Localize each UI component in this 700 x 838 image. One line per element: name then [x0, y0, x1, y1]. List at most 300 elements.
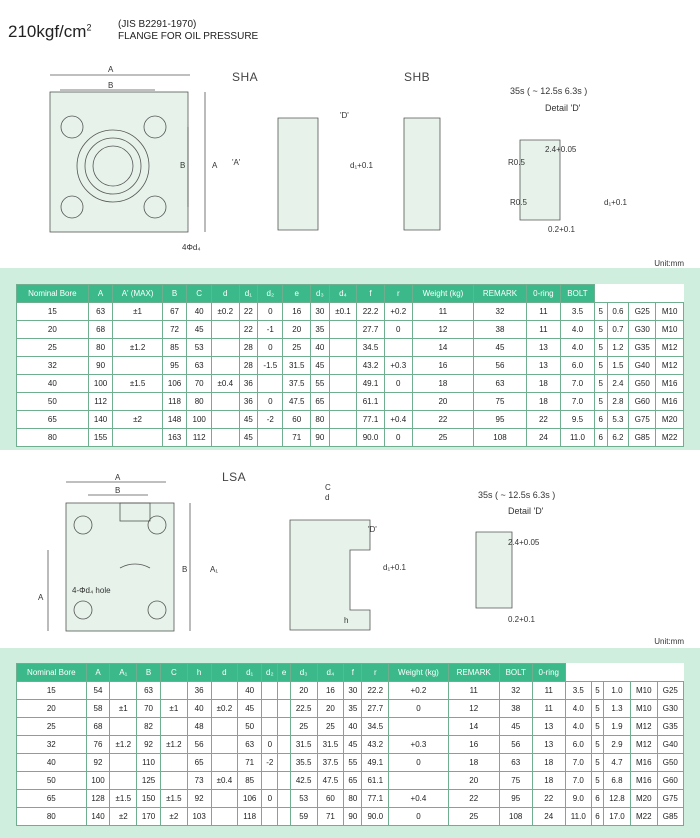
table-cell: [161, 772, 188, 790]
table-cell: 80: [17, 429, 89, 447]
table-cell: 4.0: [565, 700, 591, 718]
svg-text:A: A: [115, 473, 121, 482]
table-cell: 24: [526, 429, 560, 447]
table-cell: 32: [474, 303, 527, 321]
table-cell: 6: [591, 808, 603, 826]
table-cell: 11: [412, 303, 473, 321]
table-cell: 59: [290, 808, 317, 826]
table-cell: 0: [389, 754, 449, 772]
table-header-cell: C: [187, 285, 212, 303]
table-cell: [278, 682, 290, 700]
table-cell: 35: [344, 700, 362, 718]
table-cell: G25: [629, 303, 656, 321]
table-cell: 16: [317, 682, 344, 700]
table-cell: [278, 718, 290, 736]
table-cell: [278, 790, 290, 808]
table-cell: M16: [630, 772, 657, 790]
table-cell: 0: [389, 700, 449, 718]
table-cell: 5: [591, 736, 603, 754]
table-cell: 34.5: [362, 718, 389, 736]
table-cell: 6.0: [560, 357, 594, 375]
table-cell: 13: [526, 357, 560, 375]
page-title: $210kgf/cm^2$: [8, 22, 92, 41]
table-cell: 22.2: [357, 303, 385, 321]
table-cell: 80: [88, 339, 113, 357]
table-cell: 7.0: [560, 375, 594, 393]
svg-text:A: A: [38, 593, 44, 602]
table-cell: 90: [311, 429, 330, 447]
table-header-cell: d₁: [239, 285, 258, 303]
table-cell: 50: [17, 393, 89, 411]
table-cell: 11.0: [565, 808, 591, 826]
table-cell: 5: [594, 321, 607, 339]
table-cell: 6: [591, 790, 603, 808]
table-cell: 25: [17, 718, 87, 736]
table-cell: ±0.4: [212, 375, 240, 393]
svg-text:'A': 'A': [232, 158, 241, 167]
table-cell: 0.6: [607, 303, 629, 321]
table-cell: 92: [187, 790, 211, 808]
table-cell: ±1.2: [113, 339, 162, 357]
table-cell: 77.1: [357, 411, 385, 429]
table-cell: 31.5: [317, 736, 344, 754]
table-cell: 6.2: [607, 429, 629, 447]
svg-text:B: B: [115, 486, 121, 495]
svg-text:B: B: [182, 565, 188, 574]
table-cell: [278, 700, 290, 718]
table-cell: 92: [137, 736, 161, 754]
svg-text:A: A: [108, 65, 114, 74]
table-cell: 67: [162, 303, 187, 321]
table-cell: 20: [17, 700, 87, 718]
table-cell: [278, 808, 290, 826]
table-cell: M10: [630, 700, 657, 718]
table-cell: 20: [448, 772, 499, 790]
table-cell: 36: [187, 682, 211, 700]
table-cell: -2: [258, 411, 283, 429]
svg-text:C: C: [325, 483, 331, 492]
table-cell: M22: [656, 429, 684, 447]
table-cell: 20: [290, 682, 317, 700]
table-cell: 40: [17, 375, 89, 393]
table-header-cell: A' (MAX): [113, 285, 162, 303]
table-cell: 92: [86, 754, 110, 772]
table-cell: 40: [187, 303, 212, 321]
table-row: [17, 411, 684, 429]
table-cell: [211, 718, 238, 736]
table-header-cell: r: [362, 664, 389, 682]
table-cell: 47.5: [283, 393, 311, 411]
table-cell: 2.8: [607, 393, 629, 411]
table-cell: 43.2: [357, 357, 385, 375]
table-cell: 0: [258, 393, 283, 411]
table-cell: G40: [629, 357, 656, 375]
table-cell: 18: [532, 754, 565, 772]
table-cell: 56: [499, 736, 532, 754]
table-cell: 0: [384, 375, 412, 393]
table-cell: 63: [499, 754, 532, 772]
table-cell: [329, 357, 357, 375]
table-cell: 63: [187, 357, 212, 375]
table-header-cell: BOLT: [499, 664, 532, 682]
table-cell: 150: [137, 790, 161, 808]
table-cell: 5.3: [607, 411, 629, 429]
table-cell: 6: [594, 429, 607, 447]
table-cell: [329, 393, 357, 411]
table-cell: M12: [630, 736, 657, 754]
table-cell: 95: [499, 790, 532, 808]
table-cell: 1.2: [607, 339, 629, 357]
table-header-cell: e: [283, 285, 311, 303]
svg-text:0.2+0.1: 0.2+0.1: [548, 225, 575, 234]
table-cell: -1.5: [258, 357, 283, 375]
table-cell: 71: [238, 754, 262, 772]
table-cell: [113, 393, 162, 411]
table-cell: 22: [532, 790, 565, 808]
table-cell: [258, 375, 283, 393]
table-row: [17, 303, 684, 321]
table-cell: 71: [283, 429, 311, 447]
table-cell: [262, 772, 278, 790]
svg-text:d₁+0.1: d₁+0.1: [350, 161, 373, 170]
table-cell: M10: [656, 303, 684, 321]
table-header-cell: d₃: [311, 285, 330, 303]
table-cell: 60: [283, 411, 311, 429]
table-cell: M12: [630, 718, 657, 736]
table-header-cell: f: [357, 285, 385, 303]
table-cell: 100: [187, 411, 212, 429]
table-cell: [110, 772, 137, 790]
table-cell: 112: [187, 429, 212, 447]
table-cell: 40: [344, 718, 362, 736]
table-cell: 63: [474, 375, 527, 393]
table-cell: 2.9: [604, 736, 631, 754]
table-cell: 36: [239, 375, 258, 393]
table-cell: G85: [657, 808, 683, 826]
table-header-cell: d₂: [258, 285, 283, 303]
table-header-cell: d₄: [317, 664, 344, 682]
table-cell: [113, 429, 162, 447]
table-cell: ±1.5: [113, 375, 162, 393]
table-cell: 65: [17, 411, 89, 429]
table-cell: [211, 682, 238, 700]
lsa-drawing: [0, 460, 700, 640]
table-cell: 106: [238, 790, 262, 808]
hole-label: 4-Φd₄ hole: [72, 586, 111, 595]
table-cell: M12: [656, 339, 684, 357]
table-cell: ±1.2: [161, 736, 188, 754]
table-cell: 118: [238, 808, 262, 826]
svg-text:0.2+0.1: 0.2+0.1: [508, 615, 535, 624]
table-cell: [110, 718, 137, 736]
table-cell: 4.0: [560, 339, 594, 357]
table-cell: G30: [657, 700, 683, 718]
table-cell: 45: [238, 700, 262, 718]
table-cell: 22: [448, 790, 499, 808]
table-cell: 13: [526, 339, 560, 357]
svg-text:h: h: [344, 616, 349, 625]
table-cell: 108: [499, 808, 532, 826]
table-row: [17, 718, 684, 736]
table-cell: 25: [17, 339, 89, 357]
table-cell: 24: [532, 808, 565, 826]
table-cell: 163: [162, 429, 187, 447]
table-cell: 25: [290, 718, 317, 736]
table-cell: 40: [17, 754, 87, 772]
table-cell: [211, 790, 238, 808]
table-cell: 14: [448, 718, 499, 736]
table-cell: 76: [86, 736, 110, 754]
table-cell: 45: [499, 718, 532, 736]
table-cell: ±1.2: [110, 736, 137, 754]
table-cell: 18: [412, 375, 473, 393]
table-cell: 2.4: [607, 375, 629, 393]
table-cell: [384, 393, 412, 411]
table-cell: [212, 411, 240, 429]
table-header-cell: A₁: [110, 664, 137, 682]
surface-finish-top: 35s ( ~ 12.5s 6.3s ): [510, 86, 588, 96]
unit-label-top: Unit:mm: [654, 259, 684, 268]
table-cell: [258, 429, 283, 447]
spec-table-bottom: [16, 663, 684, 826]
table-cell: G40: [657, 736, 683, 754]
svg-text:2.4+0.05: 2.4+0.05: [508, 538, 540, 547]
table-cell: +0.2: [389, 682, 449, 700]
table-cell: G50: [657, 754, 683, 772]
surface-finish-bottom: 35s ( ~ 12.5s 6.3s ): [478, 490, 556, 500]
table-cell: [212, 339, 240, 357]
table-cell: [161, 682, 188, 700]
table-cell: 6.8: [604, 772, 631, 790]
table-cell: 90: [344, 808, 362, 826]
table-cell: 25: [448, 808, 499, 826]
table-cell: G60: [657, 772, 683, 790]
table-cell: 37.5: [317, 754, 344, 772]
table-cell: 12: [448, 700, 499, 718]
table-cell: 7.0: [560, 393, 594, 411]
table-cell: [211, 736, 238, 754]
table-cell: M12: [656, 357, 684, 375]
table-cell: 25: [317, 718, 344, 736]
table-cell: 16: [448, 736, 499, 754]
shb-label: SHB: [404, 70, 431, 84]
table-cell: [389, 772, 449, 790]
table-cell: 63: [88, 303, 113, 321]
table-cell: 63: [238, 736, 262, 754]
table-cell: ±0.2: [211, 700, 238, 718]
table-cell: 31.5: [290, 736, 317, 754]
table-cell: 80: [311, 411, 330, 429]
unit-label-bottom: Unit:mm: [654, 637, 684, 646]
table-cell: 20: [412, 393, 473, 411]
table-cell: 85: [238, 772, 262, 790]
table-cell: ±2: [161, 808, 188, 826]
table-cell: 48: [187, 718, 211, 736]
table-header-cell: h: [187, 664, 211, 682]
table-cell: 18: [448, 754, 499, 772]
table-cell: [161, 718, 188, 736]
table-cell: 71: [317, 808, 344, 826]
svg-text:2.4+0.05: 2.4+0.05: [545, 145, 577, 154]
sha-front-view-drawing: [0, 0, 700, 260]
table-cell: 128: [86, 790, 110, 808]
table-cell: 11: [532, 682, 565, 700]
table-row: [17, 682, 684, 700]
table-cell: -2: [262, 754, 278, 772]
table-cell: 0.7: [607, 321, 629, 339]
table-cell: 20: [283, 321, 311, 339]
table-cell: M16: [656, 375, 684, 393]
table-cell: 1.9: [604, 718, 631, 736]
table-header-cell: REMARK: [474, 285, 527, 303]
table-cell: G35: [657, 718, 683, 736]
table-cell: 45: [187, 321, 212, 339]
table-row: [17, 375, 684, 393]
svg-text:'D': 'D': [368, 525, 377, 534]
table-cell: 50: [17, 772, 87, 790]
table-header-cell: Weight (kg): [412, 285, 473, 303]
table-cell: 13: [532, 736, 565, 754]
table-cell: 40: [187, 700, 211, 718]
table-header-cell: f: [344, 664, 362, 682]
table-cell: 20: [317, 700, 344, 718]
table-cell: 53: [290, 790, 317, 808]
table-cell: 45: [239, 429, 258, 447]
table-cell: [161, 754, 188, 772]
table-row: [17, 393, 684, 411]
table-cell: 55: [344, 754, 362, 772]
table-cell: [110, 682, 137, 700]
table-cell: [329, 429, 357, 447]
table-cell: 112: [88, 393, 113, 411]
table-cell: 31.5: [283, 357, 311, 375]
table-cell: 20: [17, 321, 89, 339]
table-header-cell: d: [212, 285, 240, 303]
table-cell: [384, 339, 412, 357]
table-cell: 30: [311, 303, 330, 321]
svg-text:d₁+0.1: d₁+0.1: [383, 563, 406, 572]
table-cell: G75: [657, 790, 683, 808]
table-cell: G85: [629, 429, 656, 447]
table-cell: 5: [591, 700, 603, 718]
table-cell: 100: [86, 772, 110, 790]
svg-text:4Φd₄: 4Φd₄: [182, 243, 201, 252]
table-cell: 25: [283, 339, 311, 357]
table-cell: 32: [17, 357, 89, 375]
table-row: [17, 339, 684, 357]
table-cell: ±0.1: [329, 303, 357, 321]
table-cell: 34.5: [357, 339, 385, 357]
table-header-cell: Nominal Bore: [17, 285, 89, 303]
table-cell: 11.0: [560, 429, 594, 447]
table-cell: 32: [499, 682, 532, 700]
table-cell: 108: [474, 429, 527, 447]
table-cell: M16: [630, 754, 657, 772]
table-cell: 43.2: [362, 736, 389, 754]
table-cell: 30: [344, 682, 362, 700]
table-cell: 47.5: [317, 772, 344, 790]
table-cell: 14: [412, 339, 473, 357]
table-cell: M10: [630, 682, 657, 700]
table-cell: ±1: [110, 700, 137, 718]
table-cell: [389, 718, 449, 736]
table-row: [17, 736, 684, 754]
table-cell: G50: [629, 375, 656, 393]
svg-text:B: B: [108, 81, 114, 90]
table-cell: 54: [86, 682, 110, 700]
table-cell: [113, 357, 162, 375]
table-cell: 12.8: [604, 790, 631, 808]
table-header-cell: B: [162, 285, 187, 303]
table-cell: 3.5: [565, 682, 591, 700]
table-cell: 85: [162, 339, 187, 357]
table-cell: 32: [17, 736, 87, 754]
table-cell: 38: [499, 700, 532, 718]
table-cell: 11: [526, 303, 560, 321]
table-cell: 170: [137, 808, 161, 826]
svg-text:A₁: A₁: [210, 565, 219, 574]
table-cell: 95: [162, 357, 187, 375]
table-cell: 49.1: [357, 375, 385, 393]
table-cell: 70: [137, 700, 161, 718]
table-cell: 9.0: [565, 790, 591, 808]
table-cell: 65: [17, 790, 87, 808]
table-cell: 0: [384, 429, 412, 447]
table-cell: 18: [526, 393, 560, 411]
table-header-cell: 0-ring: [526, 285, 560, 303]
table-cell: 9.5: [560, 411, 594, 429]
table-cell: ±1.5: [110, 790, 137, 808]
table-cell: 118: [162, 393, 187, 411]
table-cell: 37.5: [283, 375, 311, 393]
sha-label: SHA: [232, 70, 259, 84]
table-cell: 90: [88, 357, 113, 375]
table-cell: 7.0: [565, 772, 591, 790]
svg-text:R0.5: R0.5: [510, 198, 527, 207]
table-cell: 7.0: [565, 754, 591, 772]
table-cell: 0: [258, 339, 283, 357]
table-cell: 58: [86, 700, 110, 718]
table-cell: 40: [238, 682, 262, 700]
table-cell: 1.5: [607, 357, 629, 375]
table-cell: ±1.5: [161, 790, 188, 808]
table-cell: 90.0: [357, 429, 385, 447]
table-cell: [329, 375, 357, 393]
table-cell: [262, 808, 278, 826]
table-cell: 56: [187, 736, 211, 754]
table-cell: G25: [657, 682, 683, 700]
table-header-cell: B: [137, 664, 161, 682]
table-cell: [211, 754, 238, 772]
table-cell: 68: [86, 718, 110, 736]
table-cell: 140: [88, 411, 113, 429]
spec-table-top: [16, 284, 684, 447]
table-cell: 13: [532, 718, 565, 736]
table-cell: 5: [591, 772, 603, 790]
table-cell: [278, 754, 290, 772]
table-row: [17, 772, 684, 790]
table-cell: 28: [239, 357, 258, 375]
table-cell: 22.5: [290, 700, 317, 718]
table-cell: 106: [162, 375, 187, 393]
table-cell: 11: [526, 321, 560, 339]
table-cell: 11: [448, 682, 499, 700]
table-cell: 17.0: [604, 808, 631, 826]
table-cell: 45: [344, 736, 362, 754]
table-cell: 61.1: [362, 772, 389, 790]
table-cell: 49.1: [362, 754, 389, 772]
table-cell: [110, 754, 137, 772]
